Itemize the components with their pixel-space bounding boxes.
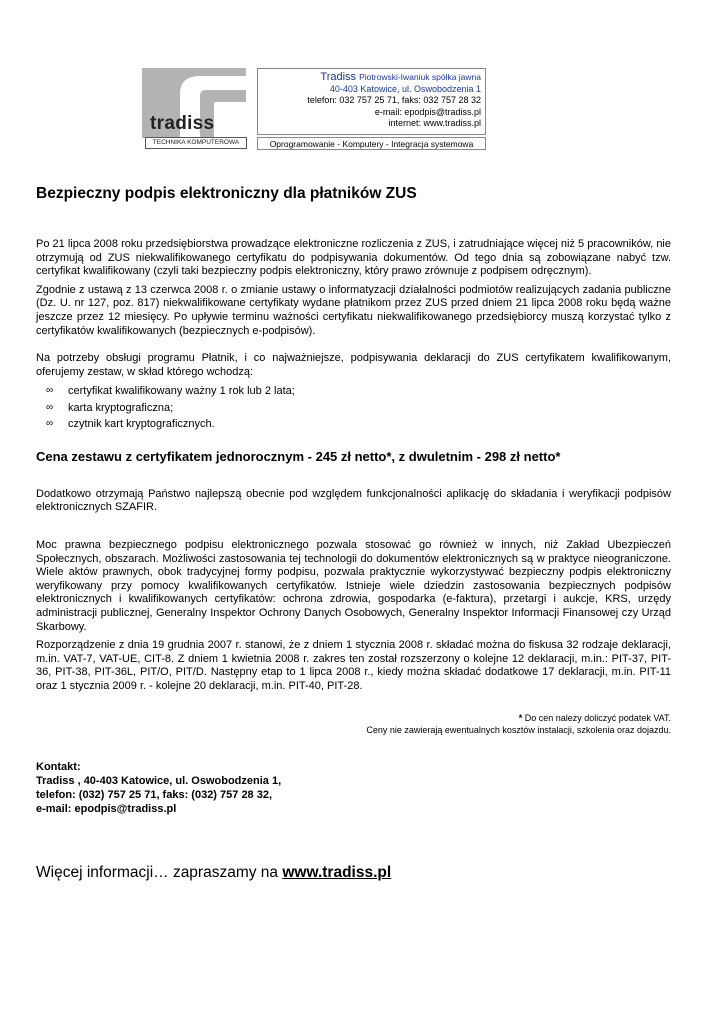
company-name-main: Tradiss <box>320 71 357 83</box>
list-item <box>46 416 671 433</box>
services-strip: Oprogramowanie - Komputery - Integracja systemowa <box>257 137 486 150</box>
company-address: 40-403 Katowice, ul. Oswobodzenia 1 <box>329 83 481 94</box>
company-email: e-mail: epodpis@tradiss.pl <box>374 106 481 117</box>
footnote-costs: Ceny nie zawierają ewentualnych kosztów instalacji, szkolenia oraz dojazdu. <box>366 724 671 735</box>
company-website: internet: www.tradiss.pl <box>388 118 481 128</box>
paragraph-offer: Na potrzeby obsługi programu Płatnik, i co najważniejsze, podpisywania deklaracji do ZUS certyfikatem kwalifikowanym, oferujemy zestaw, w skład którego wchodzą: <box>36 352 671 378</box>
footnote-vat-text: Do cen należy doliczyć podatek VAT. <box>522 712 671 723</box>
website-link[interactable]: www.tradiss.pl <box>282 863 392 881</box>
contact-address: Tradiss , 40-403 Katowice, ul. Oswobodzenia 1, <box>36 774 282 787</box>
company-info-box <box>257 68 486 135</box>
contact-heading: Kontakt: <box>36 760 81 773</box>
footnote-vat <box>36 712 671 724</box>
contact-phone: telefon: (032) 757 25 71, faks: (032) 757 28 32, <box>36 788 273 801</box>
more-info-line <box>36 864 671 882</box>
paragraph-szafir: Dodatkowo otrzymają Państwo najlepszą obecnie pod względem funkcjonalności aplikację do składania i weryfikacji podpisów elektronicznych SZAFIR. <box>36 487 671 514</box>
logo-wordmark: tradiss <box>150 113 215 134</box>
list-item-text: czytnik kart kryptograficznych. <box>68 418 215 431</box>
company-phone: telefon: 032 757 25 71, faks: 032 757 28 32 <box>307 95 481 105</box>
paragraph-intro: Po 21 lipca 2008 roku przedsiębiorstwa prowadzące elektroniczne rozliczenia z ZUS, i zatrudniające więcej niż 5 pracowników, nie otrzymują od ZUS niekwalifikowanego certyfikatu do podpisywania dokumentów. Od tego dnia są zobowiązane nabyć tzw. certyfikat kwalifikowany (czyli taki bezpieczny podpis elektroniczny, który prawo zrównuje z podpisem odręcznym). <box>36 238 671 278</box>
logo-tagline: TECHNIKA KOMPUTEROWA <box>145 137 247 149</box>
contact-block <box>36 760 671 816</box>
price-line: Cena zestawu z certyfikatem jednorocznym - 245 zł netto*, z dwuletnim - 298 zł netto* <box>36 448 561 464</box>
footnotes <box>36 712 671 736</box>
more-info-text: Więcej informacji… zapraszamy na <box>36 863 283 881</box>
list-item-text: certyfikat kwalifikowany ważny 1 rok lub 2 lata; <box>68 385 295 398</box>
paragraph-legal-power: Moc prawna bezpiecznego podpisu elektronicznego pozwala stosować go również w innych, niż Zakład Ubezpieczeń Społecznych, obszarach. Możliwości zastosowania tej technologii do dokumentów elektronicznych są w praktyce nieograniczone. Wiele aktów prawnych, obok tradycyjnej formy podpisu, pozwala praktycznie wykorzystywać bezpieczny podpis elektroniczny weryfikowany przy pomocy kwalifikowanych certyfikatów. Istnieje wiele dziedzin zastosowania bezpiecznych podpisów elektronicznych i kwalifikowanych certyfikatów: ochrona zdrowia, gospodarka (e-faktura), przetargi i aukcje, KRS, urzędy administracji publicznej, Generalny Inspektor Ochrony Danych Osobowych, Generalny Inspektor Informacji Finansowej czy Urząd Skarbowy. <box>36 539 671 633</box>
infinity-bullet-icon: ∞ <box>46 385 54 397</box>
paragraph-law: Zgodnie z ustawą z 13 czerwca 2008 r. o zmianie ustawy o informatyzacji działalności podmiotów realizujących zadania publiczne (Dz. U. nr 127, poz. 817) niekwalifikowane certyfikaty wydane płatnikom przez ZUS przed dniem 21 lipca 2008 roku będą ważne jeszcze przez 12 miesięcy. Po upływie terminu ważności certyfikatu niekwalifikowanego przedsiębiorcy muszą korzystać tylko z certyfikatów kwalifikowanych (bezpiecznych e-podpisów). <box>36 283 671 337</box>
document-title: Bezpieczny podpis elektroniczny dla płatników ZUS <box>36 185 417 202</box>
footnote-asterisk: * <box>518 712 523 723</box>
list-item <box>46 400 671 417</box>
list-item <box>46 383 671 400</box>
company-legal-form: Piotrowski-Iwaniuk spółka jawna <box>359 72 481 82</box>
list-item-text: karta kryptograficzna; <box>68 401 174 414</box>
infinity-bullet-icon: ∞ <box>46 401 54 413</box>
contact-email: e-mail: epodpis@tradiss.pl <box>36 802 177 815</box>
infinity-bullet-icon: ∞ <box>46 418 54 430</box>
document-body <box>36 185 671 882</box>
paragraph-regulation: Rozporządzenie z dnia 19 grudnia 2007 r. stanowi, że z dniem 1 stycznia 2008 r. składać można do fiskusa 32 rodzaje deklaracji, m.in. VAT-7, VAT-UE, CIT-8. Z dniem 1 kwietnia 2008 r. zakres ten został rozszerzony o kolejne 12 deklaracji, m.in.: PIT-37, PIT-36, PIT-38, PIT-36L, PIT/O, PIT/D. Następny etap to 1 lipca 2008 r., kiedy można składać dodatkowe 17 deklaracji, m.in. PIT-11 oraz 1 stycznia 2009 r. - kolejne 20 deklaracji, m.in. PIT-40, PIT-28. <box>36 639 671 692</box>
company-name <box>258 72 481 84</box>
kit-list <box>46 383 671 433</box>
